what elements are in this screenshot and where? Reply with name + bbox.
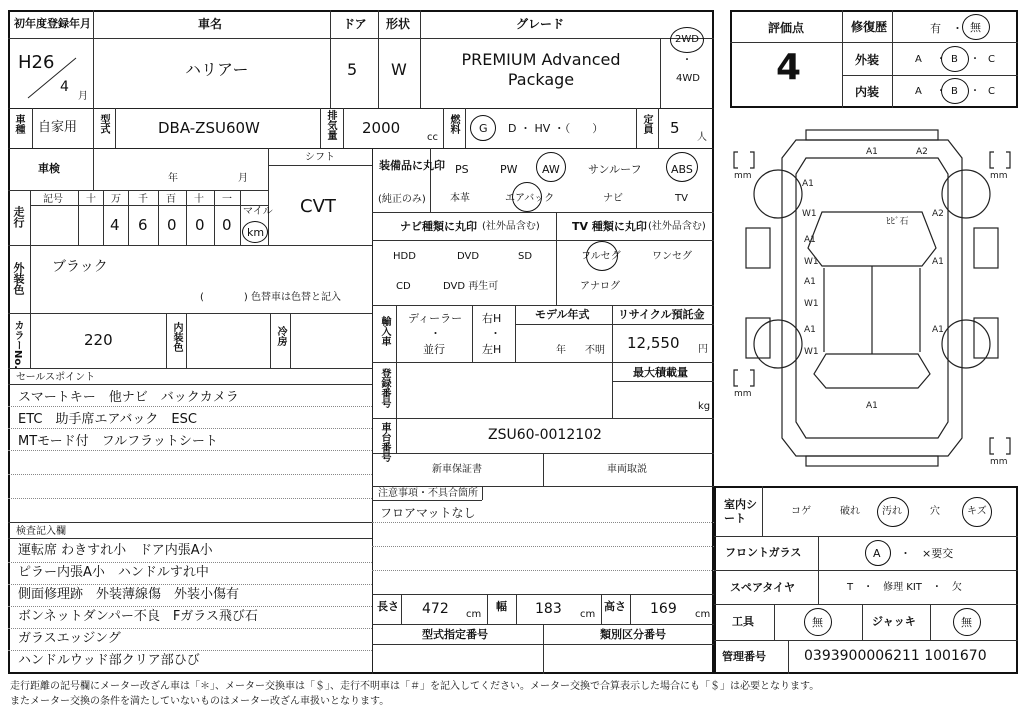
divider bbox=[268, 148, 269, 245]
divider bbox=[8, 474, 372, 475]
divider bbox=[372, 500, 482, 501]
divider bbox=[842, 75, 1018, 76]
type-no-label: 型式指定番号 bbox=[422, 628, 488, 641]
model-year-label: モデル年式 bbox=[535, 308, 590, 321]
divider bbox=[8, 628, 372, 629]
divider bbox=[372, 305, 714, 306]
navi-dvd: DVD bbox=[457, 251, 480, 262]
mileage-digit-2: 0 bbox=[167, 216, 177, 234]
divider bbox=[762, 486, 763, 536]
warranty-label: 新車保証書 bbox=[432, 464, 482, 475]
seat-kizu: キズ bbox=[967, 506, 987, 517]
divider bbox=[115, 108, 116, 148]
color-no-label: カラーNo. bbox=[12, 320, 23, 370]
divider bbox=[487, 594, 488, 624]
footer-line2: またメーター交換の条件を満たしていないものはメーター改ざん車扱いとなります。 bbox=[10, 696, 390, 707]
inspector-line-1: ピラー内張A小 ハンドルすれ中 bbox=[18, 565, 209, 580]
divider bbox=[372, 594, 714, 595]
equip-sunroof: サンルーフ bbox=[588, 163, 642, 176]
length-unit: cm bbox=[466, 609, 482, 620]
tv-sub: (社外品含む) bbox=[648, 221, 706, 232]
recycle-label: リサイクル預託金 bbox=[618, 308, 705, 321]
divider bbox=[630, 594, 631, 624]
mark-11: W1 bbox=[804, 347, 819, 357]
capacity-value: 5 bbox=[670, 119, 680, 137]
divider bbox=[556, 212, 557, 305]
divider bbox=[270, 313, 271, 368]
equip-airbag: エアバック bbox=[505, 193, 555, 204]
reg-month-unit: 月 bbox=[78, 91, 88, 102]
shaken-year-unit: 年 bbox=[168, 173, 178, 184]
usage-label: 車種 bbox=[13, 114, 24, 134]
digit-label-4: 十 bbox=[194, 194, 204, 205]
divider bbox=[660, 38, 661, 108]
inspector-label: 検査記入欄 bbox=[16, 526, 66, 537]
score-value: 4 bbox=[776, 47, 802, 88]
equip-tv: TV bbox=[675, 193, 688, 204]
mileage-digit-0: 4 bbox=[110, 216, 120, 234]
displacement-value: 2000 bbox=[362, 119, 401, 137]
seat-yabure: 破れ bbox=[840, 506, 860, 517]
divider bbox=[343, 108, 344, 148]
inspector-line-5: ハンドルウッド部クリア部ひび bbox=[18, 653, 200, 668]
divider bbox=[372, 486, 714, 487]
shaken-month-unit: 月 bbox=[238, 173, 248, 184]
divider bbox=[612, 381, 714, 382]
mileage-label: 走行 bbox=[12, 206, 25, 228]
divider bbox=[730, 42, 1018, 43]
score-label: 評価点 bbox=[768, 21, 805, 35]
usage-value: 自家用 bbox=[38, 120, 78, 135]
divider bbox=[30, 205, 268, 206]
exterior-b: B bbox=[951, 54, 958, 65]
navi-hdd: HDD bbox=[393, 251, 416, 262]
height-label: 高さ bbox=[604, 600, 626, 613]
color-value: ブラック bbox=[52, 259, 108, 275]
import-rh: 右H bbox=[482, 312, 502, 325]
mgmt-value: 0393900006211 1001670 bbox=[804, 648, 987, 664]
interior-color-label: 内装色 bbox=[171, 322, 182, 352]
divider bbox=[430, 148, 431, 212]
divider bbox=[372, 240, 714, 241]
divider bbox=[8, 498, 372, 499]
height-unit: cm bbox=[695, 609, 711, 620]
divider bbox=[103, 190, 104, 245]
divider bbox=[8, 538, 372, 539]
shape-value: W bbox=[391, 60, 407, 79]
seat-ana: 穴 bbox=[930, 506, 940, 517]
drive-4wd: 4WD bbox=[676, 73, 700, 84]
divider bbox=[842, 10, 843, 108]
model-label: 型式 bbox=[98, 114, 109, 134]
recycle-value: 12,550 bbox=[627, 334, 680, 352]
divider bbox=[78, 190, 79, 245]
cooler-label: 冷房 bbox=[275, 326, 286, 346]
divider bbox=[372, 522, 714, 523]
divider bbox=[8, 313, 372, 314]
divider bbox=[158, 190, 159, 245]
width-unit: cm bbox=[580, 609, 596, 620]
shape-label: 形状 bbox=[386, 17, 411, 31]
inspector-line-0: 運転席 わきすれ小 ドア内張A小 bbox=[18, 543, 213, 558]
divider bbox=[516, 594, 517, 624]
divider bbox=[8, 606, 372, 607]
sales-line-1: ETC 助手席エアバック ESC bbox=[18, 412, 197, 427]
equip-leather: 本革 bbox=[450, 193, 470, 204]
equip-abs: ABS bbox=[671, 163, 693, 176]
divider bbox=[8, 245, 372, 246]
equip-pw: PW bbox=[500, 163, 518, 176]
class-no-label: 類別区分番号 bbox=[600, 628, 666, 641]
divider bbox=[892, 10, 893, 108]
fuel-g: G bbox=[479, 122, 488, 135]
divider bbox=[396, 418, 397, 453]
navi-dvd-play: DVD 再生可 bbox=[443, 281, 499, 292]
fuel-label: 燃料 bbox=[448, 114, 459, 134]
divider bbox=[372, 546, 714, 547]
divider bbox=[774, 604, 775, 640]
divider bbox=[30, 245, 31, 313]
divider bbox=[8, 522, 372, 523]
seat-yogore: 汚れ bbox=[882, 506, 902, 517]
exterior-a: A bbox=[915, 54, 922, 65]
height-value: 169 bbox=[650, 601, 677, 617]
navi-label: ナビ種類に丸印 bbox=[400, 220, 477, 233]
divider bbox=[372, 212, 714, 213]
seat-koge: コゲ bbox=[791, 506, 811, 517]
cc-unit: cc bbox=[427, 132, 438, 143]
import-dot2: ・ bbox=[490, 327, 501, 340]
exterior-label: 外装 bbox=[855, 53, 880, 67]
interior-c: C bbox=[988, 86, 995, 97]
color-no-value: 220 bbox=[84, 331, 113, 349]
equip-navi: ナビ bbox=[603, 193, 623, 204]
import-lh: 左H bbox=[482, 343, 502, 356]
import-dot: ・ bbox=[430, 327, 441, 340]
navi-sd: SD bbox=[518, 251, 533, 262]
divider bbox=[32, 108, 33, 148]
interior-label: 内装 bbox=[855, 85, 880, 99]
shaken-label: 車検 bbox=[38, 162, 60, 175]
divider bbox=[714, 536, 1018, 537]
divider bbox=[186, 190, 187, 245]
interior-seat-label: 室内シート bbox=[724, 498, 757, 526]
divider bbox=[330, 10, 331, 108]
model-value: DBA-ZSU60W bbox=[158, 119, 260, 137]
divider bbox=[214, 190, 215, 245]
divider bbox=[601, 594, 602, 624]
divider bbox=[788, 640, 789, 674]
grade-line2: Package bbox=[507, 70, 575, 89]
divider bbox=[636, 108, 637, 148]
header-divider bbox=[8, 38, 714, 39]
manual-label: 車両取説 bbox=[607, 464, 647, 475]
divider bbox=[8, 450, 372, 451]
shift-label: シフト bbox=[305, 152, 335, 163]
digit-label-3: 百 bbox=[166, 194, 176, 205]
jack-value: 無 bbox=[961, 616, 972, 629]
mark-0: A1 bbox=[866, 147, 878, 157]
exterior-dot2: ・ bbox=[970, 54, 980, 65]
divider bbox=[290, 313, 291, 368]
divider bbox=[612, 305, 613, 362]
divider bbox=[443, 108, 444, 148]
notes-label: 注意事項・不具合箇所 bbox=[378, 488, 478, 499]
tv-analog: アナログ bbox=[580, 281, 620, 292]
grade-label: グレード bbox=[516, 17, 565, 31]
doors-value: 5 bbox=[347, 60, 358, 79]
divider bbox=[930, 604, 931, 640]
divider bbox=[396, 305, 397, 362]
equip-ps: PS bbox=[455, 163, 469, 176]
divider bbox=[714, 640, 1018, 641]
tv-oneseg: ワンセグ bbox=[652, 251, 692, 262]
digit-label-0: 十 bbox=[86, 194, 96, 205]
divider bbox=[8, 650, 372, 651]
inspector-line-3: ボンネットダンパー不良 Fガラス飛び石 bbox=[18, 609, 258, 624]
repair-label: 修復歴 bbox=[851, 20, 888, 34]
mark-7: A1 bbox=[932, 257, 944, 267]
navi-cd: CD bbox=[396, 281, 411, 292]
notes-value: フロアマットなし bbox=[380, 506, 476, 520]
interior-dot: ・ bbox=[936, 86, 946, 97]
mm-label-fl: mm bbox=[734, 171, 752, 181]
divider bbox=[30, 313, 31, 368]
import-dealer: ディーラー bbox=[408, 312, 463, 325]
divider bbox=[515, 305, 516, 362]
divider bbox=[658, 108, 659, 148]
color-change-note: ( ) 色替車は色替と記入 bbox=[200, 292, 341, 303]
model-year-unit: 年 bbox=[556, 345, 566, 356]
doors-label: ドア bbox=[343, 17, 367, 31]
repair-dot: ・ bbox=[952, 22, 963, 35]
mark-10: A1 bbox=[804, 325, 816, 335]
inspector-line-2: 側面修理跡 外装薄線傷 外装小傷有 bbox=[18, 587, 240, 602]
divider bbox=[378, 10, 379, 108]
symbol-label: 記号 bbox=[43, 194, 63, 205]
divider bbox=[8, 584, 372, 585]
footer-line1: 走行距離の記号欄にメーター改ざん車は「＊」、メーター交換車は「＄」、走行不明車は「＃」を記入してください。メーター交換で合算表示した場合にも「＄」は必要となります。 bbox=[10, 681, 820, 692]
mile-label: マイル bbox=[243, 206, 273, 217]
spare-value: T ・ 修理 KIT ・ 欠 bbox=[847, 582, 962, 593]
inspector-line-4: ガラスエッジング bbox=[18, 631, 121, 646]
divider bbox=[186, 313, 187, 368]
divider bbox=[8, 384, 372, 385]
divider bbox=[818, 536, 819, 604]
divider bbox=[372, 362, 714, 363]
interior-dot2: ・ bbox=[970, 86, 980, 97]
fuel-rest: D ・ HV ・（ ） bbox=[508, 122, 604, 135]
sales-line-2: MTモード付 フルフラットシート bbox=[18, 434, 218, 449]
reg-year-label: 初年度登録年月 bbox=[14, 17, 91, 30]
divider bbox=[372, 418, 714, 419]
mgmt-label: 管理番号 bbox=[722, 650, 766, 663]
tv-label: TV 種類に丸印 bbox=[572, 220, 647, 233]
mark-2: A1 bbox=[802, 179, 814, 189]
row-divider bbox=[8, 108, 714, 109]
divider bbox=[240, 190, 241, 245]
km-label: km bbox=[247, 226, 265, 239]
divider bbox=[862, 604, 863, 640]
divider bbox=[268, 165, 372, 166]
equip-aw: AW bbox=[542, 163, 560, 176]
mark-12: A1 bbox=[932, 325, 944, 335]
divider bbox=[93, 108, 94, 148]
windshield-label: フロントガラス bbox=[725, 546, 802, 559]
chassis-value: ZSU60-0012102 bbox=[488, 427, 602, 443]
mark-14: ﾋﾋﾞ石 bbox=[886, 217, 909, 227]
exterior-c: C bbox=[988, 54, 995, 65]
tools-label: 工具 bbox=[732, 615, 754, 628]
model-year-unknown: 不明 bbox=[585, 345, 605, 356]
divider bbox=[93, 10, 94, 108]
mark-1: A2 bbox=[916, 147, 928, 157]
length-label: 長さ bbox=[377, 600, 399, 613]
digit-label-5: 一 bbox=[222, 194, 232, 205]
row-divider bbox=[8, 148, 714, 149]
divider bbox=[166, 313, 167, 368]
mm-label-rr: mm bbox=[990, 457, 1008, 467]
navi-sub: (社外品含む) bbox=[482, 221, 540, 232]
repair-yes: 有 bbox=[930, 22, 941, 35]
divider bbox=[93, 148, 94, 190]
divider bbox=[30, 190, 31, 245]
sales-line-0: スマートキー 他ナビ バックカメラ bbox=[18, 390, 239, 405]
divider bbox=[472, 305, 473, 362]
divider bbox=[543, 453, 544, 486]
mileage-digit-4: 0 bbox=[222, 216, 232, 234]
spare-label: スペアタイヤ bbox=[730, 581, 796, 594]
car-name: ハリアー bbox=[185, 60, 249, 79]
mark-13: A1 bbox=[866, 401, 878, 411]
registration-label: 登録番号 bbox=[379, 368, 390, 408]
mm-label-fr: mm bbox=[990, 171, 1008, 181]
interior-a: A bbox=[915, 86, 922, 97]
mileage-digit-3: 0 bbox=[195, 216, 205, 234]
divider bbox=[515, 324, 714, 325]
divider bbox=[714, 604, 1018, 605]
divider bbox=[612, 362, 613, 418]
reg-era: H26 bbox=[18, 52, 55, 73]
divider bbox=[372, 570, 714, 571]
center-divider bbox=[372, 148, 373, 674]
digit-label-1: 万 bbox=[111, 194, 121, 205]
divider bbox=[401, 594, 402, 624]
divider bbox=[420, 10, 421, 108]
tv-fullseg: フルセグ bbox=[581, 251, 621, 262]
drive-2wd: 2WD bbox=[675, 34, 699, 45]
divider bbox=[8, 428, 372, 429]
divider bbox=[128, 190, 129, 245]
divider bbox=[396, 362, 397, 418]
import-label: 輸入車 bbox=[379, 316, 390, 346]
drive-dot: ・ bbox=[682, 55, 692, 66]
divider bbox=[8, 406, 372, 407]
recycle-yen: 円 bbox=[698, 344, 708, 355]
equipment-label: 装備品に丸印 bbox=[379, 159, 445, 172]
windshield-a: A bbox=[873, 547, 881, 560]
exterior-dot: ・ bbox=[936, 54, 946, 65]
max-load-label: 最大積載量 bbox=[633, 366, 688, 379]
color-label: 外装色 bbox=[12, 262, 25, 295]
interior-b: B bbox=[951, 86, 958, 97]
reg-month: 4 bbox=[60, 79, 69, 95]
mark-9: W1 bbox=[804, 299, 819, 309]
mm-label-rl: mm bbox=[734, 389, 752, 399]
capacity-unit: 人 bbox=[697, 132, 707, 143]
windshield-rest: ・ ×要交 bbox=[900, 547, 954, 560]
jack-label: ジャッキ bbox=[872, 615, 916, 628]
divider bbox=[320, 108, 321, 148]
divider bbox=[8, 368, 372, 369]
length-value: 472 bbox=[422, 601, 449, 617]
chassis-label: 車台番号 bbox=[379, 422, 390, 462]
mark-6: W1 bbox=[804, 257, 819, 267]
mark-5: A1 bbox=[804, 235, 816, 245]
shift-value: CVT bbox=[300, 196, 336, 217]
divider bbox=[465, 108, 466, 148]
grade-line1: PREMIUM Advanced bbox=[461, 50, 621, 69]
repair-no: 無 bbox=[970, 21, 981, 34]
mark-8: A1 bbox=[804, 277, 816, 287]
divider bbox=[8, 562, 372, 563]
mark-3: W1 bbox=[802, 209, 817, 219]
width-label: 幅 bbox=[496, 600, 507, 613]
divider bbox=[8, 190, 268, 191]
sales-label: セールスポイント bbox=[16, 372, 96, 383]
car-damage-diagram bbox=[726, 118, 1018, 482]
capacity-label: 定員 bbox=[641, 114, 652, 134]
max-load-kg: kg bbox=[698, 401, 711, 412]
mark-4: A2 bbox=[932, 209, 944, 219]
digit-label-2: 千 bbox=[138, 194, 148, 205]
equipment-sub: (純正のみ) bbox=[378, 194, 426, 205]
divider bbox=[543, 624, 544, 674]
divider bbox=[714, 570, 1018, 571]
import-parallel: 並行 bbox=[423, 343, 445, 356]
car-name-label: 車名 bbox=[198, 17, 223, 31]
tools-value: 無 bbox=[812, 616, 823, 629]
mileage-digit-1: 6 bbox=[138, 216, 148, 234]
divider bbox=[482, 486, 483, 500]
width-value: 183 bbox=[535, 601, 562, 617]
displacement-label: 排気量 bbox=[325, 110, 336, 140]
